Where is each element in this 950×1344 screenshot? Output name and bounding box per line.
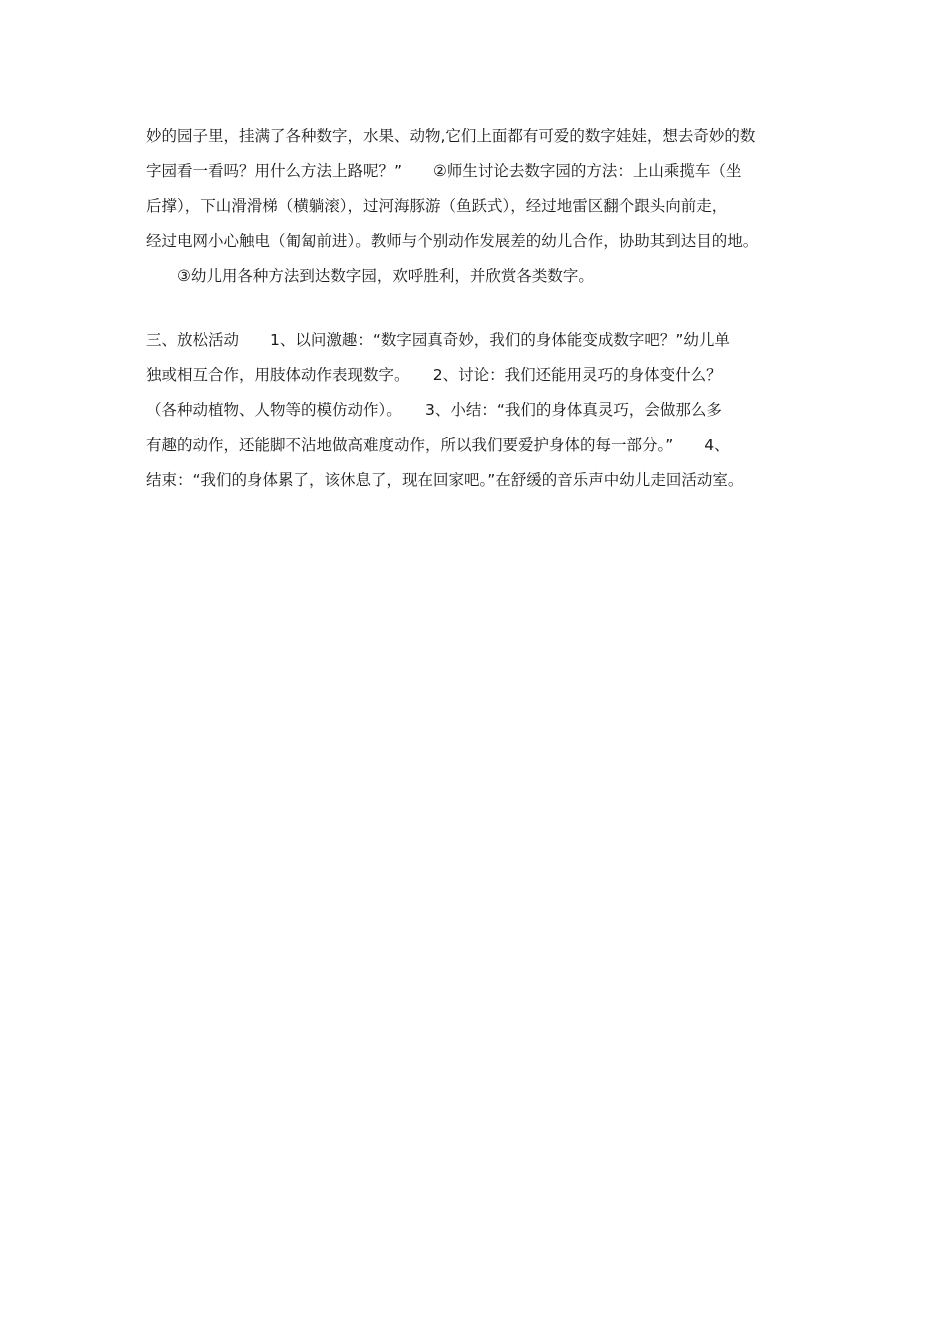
- text-line: 结束：“我们的身体累了，该休息了，现在回家吧。”在舒缓的音乐声中幼儿走回活动室。: [146, 471, 744, 489]
- text-line: 字园看一看吗？用什么方法上路呢？” ②师生讨论去数字园的方法：上山乘揽车（坐: [146, 162, 742, 180]
- text-line: （各种动植物、人物等的模仿动作）。 3、小结：“我们的身体真灵巧，会做那么多: [146, 401, 722, 419]
- text-line: 有趣的动作，还能脚不沾地做高难度动作，所以我们要爱护身体的每一部分。” 4、: [146, 436, 730, 454]
- text-line: ③幼儿用各种方法到达数字园，欢呼胜利，并欣赏各类数字。: [177, 267, 594, 285]
- section-heading-line: 三、放松活动 1、以问激趣：“数字园真奇妙，我们的身体能变成数字吧？”幼儿单: [146, 331, 730, 349]
- text-line: 妙的园子里，挂满了各种数字，水果、动物,它们上面都有可爱的数字娃娃，想去奇妙的数: [146, 127, 756, 145]
- text-line: 独或相互合作，用肢体动作表现数字。 2、讨论：我们还能用灵巧的身体变什么？: [146, 366, 722, 384]
- text-line: 后撑），下山滑滑梯（横躺滚），过河海豚游（鱼跃式），经过地雷区翻个跟头向前走，: [146, 197, 728, 215]
- text-line: 经过电网小心触电（匍匐前进）。教师与个别动作发展差的幼儿合作，协助其到达目的地。: [146, 232, 759, 250]
